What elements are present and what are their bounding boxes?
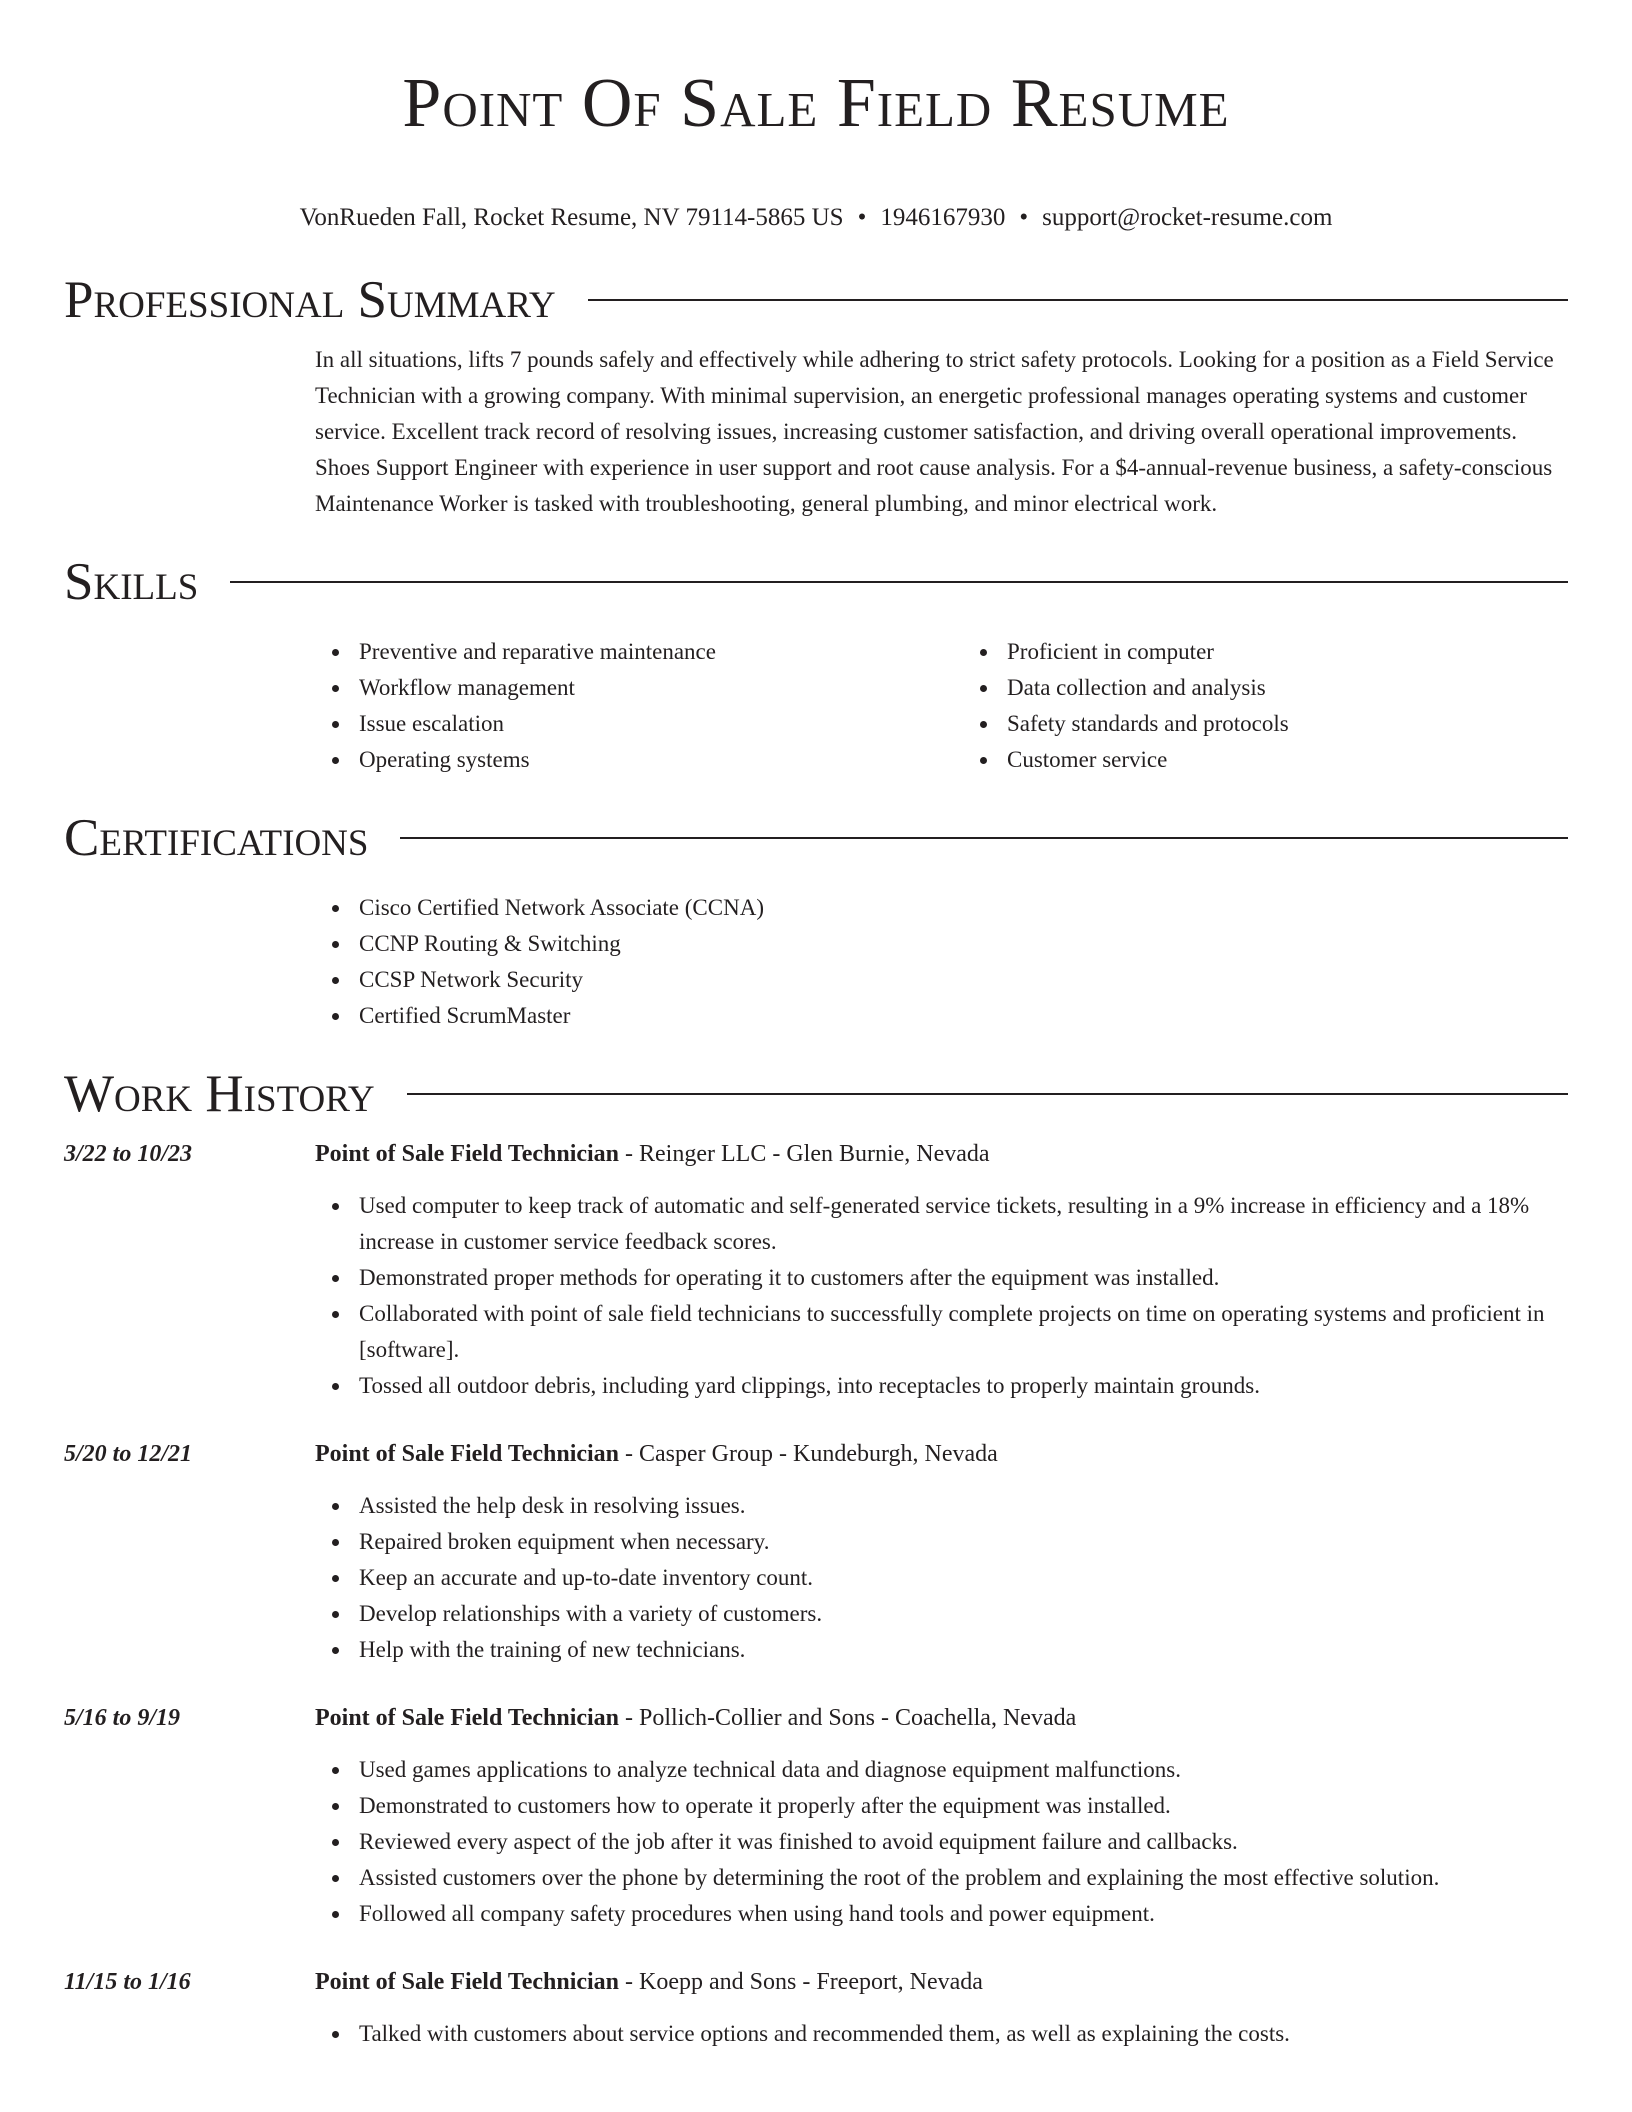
job-details: - Casper Group - Kundeburgh, Nevada [619, 1441, 998, 1467]
job-title: Point of Sale Field Technician [315, 1441, 620, 1467]
contact-email: support@rocket-resume.com [1042, 204, 1333, 231]
job-details: - Pollich-Collier and Sons - Coachella, Nevada [619, 1705, 1077, 1731]
job-header [64, 1436, 1568, 1472]
job-heading-text [315, 1964, 983, 2000]
section-divider [407, 1093, 1568, 1095]
skills-section [64, 552, 1568, 778]
job-bullet: Collaborated with point of sale field technicians to successfully complete projects on time on operating systems and proficient in [software]. [359, 1296, 1568, 1368]
job-bullet: Used games applications to analyze technical data and diagnose equipment malfunctions. [359, 1752, 1568, 1788]
skills-body [315, 634, 1568, 778]
skills-title: Skills [64, 553, 199, 611]
summary-section [64, 270, 1568, 522]
certification-item: CCNP Routing & Switching [359, 926, 1568, 962]
job-details: - Reinger LLC - Glen Burnie, Nevada [619, 1141, 990, 1167]
job-entry [64, 1964, 1568, 2052]
contact-address: VonRueden Fall, Rocket Resume, NV 79114-5865 US [299, 204, 844, 231]
skills-columns [315, 634, 1568, 778]
section-divider [588, 299, 1568, 301]
job-bullets [315, 2016, 1568, 2052]
skills-list-right [963, 634, 1568, 778]
certification-item: Cisco Certified Network Associate (CCNA) [359, 890, 1568, 926]
skill-item: Preventive and reparative maintenance [359, 634, 920, 670]
skill-item: Workflow management [359, 670, 920, 706]
section-divider [230, 581, 1568, 583]
skills-heading [64, 552, 1568, 612]
certifications-title: Certifications [64, 809, 369, 867]
skill-item: Proficient in computer [1007, 634, 1568, 670]
job-title: Point of Sale Field Technician [315, 1705, 620, 1731]
section-divider [400, 837, 1568, 839]
job-header [64, 1700, 1568, 1736]
job-heading-text [315, 1700, 1076, 1736]
certification-item: Certified ScrumMaster [359, 998, 1568, 1034]
job-header [64, 1136, 1568, 1172]
skill-item: Operating systems [359, 742, 920, 778]
job-entry [64, 1136, 1568, 1404]
job-dates: 3/22 to 10/23 [64, 1141, 193, 1167]
job-bullet: Demonstrated to customers how to operate it properly after the equipment was installed. [359, 1788, 1568, 1824]
job-bullets [315, 1488, 1568, 1668]
resume-page [64, 0, 1568, 2052]
job-bullet: Assisted the help desk in resolving issues. [359, 1488, 1568, 1524]
job-bullet: Tossed all outdoor debris, including yard clippings, into receptacles to properly maintain grounds. [359, 1368, 1568, 1404]
job-bullet: Develop relationships with a variety of customers. [359, 1596, 1568, 1632]
job-bullet: Demonstrated proper methods for operating it to customers after the equipment was installed. [359, 1260, 1568, 1296]
summary-body [315, 342, 1568, 522]
job-title: Point of Sale Field Technician [315, 1969, 620, 1995]
resume-title: Point Of Sale Field Resume [402, 65, 1230, 142]
job-bullet: Talked with customers about service options and recommended them, as well as explaining the costs. [359, 2016, 1568, 2052]
job-bullet: Followed all company safety procedures when using hand tools and power equipment. [359, 1896, 1568, 1932]
certifications-body [315, 890, 1568, 1034]
work-heading [64, 1064, 1568, 1124]
job-dates: 11/15 to 1/16 [64, 1969, 191, 1995]
certifications-heading [64, 808, 1568, 868]
job-bullet: Help with the training of new technicians. [359, 1632, 1568, 1668]
job-heading-text [315, 1436, 998, 1472]
skill-item: Safety standards and protocols [1007, 706, 1568, 742]
job-bullets [315, 1188, 1568, 1404]
contact-line [64, 202, 1568, 234]
job-entry [64, 1436, 1568, 1668]
job-dates: 5/20 to 12/21 [64, 1441, 193, 1467]
job-entry [64, 1700, 1568, 1932]
skill-item: Data collection and analysis [1007, 670, 1568, 706]
job-bullet: Reviewed every aspect of the job after it was finished to avoid equipment failure and callbacks. [359, 1824, 1568, 1860]
certifications-section [64, 808, 1568, 1034]
skill-item: Customer service [1007, 742, 1568, 778]
job-bullet: Keep an accurate and up-to-date inventory count. [359, 1560, 1568, 1596]
work-title: Work History [64, 1065, 375, 1123]
job-bullets [315, 1752, 1568, 1932]
skill-item: Issue escalation [359, 706, 920, 742]
job-bullet: Repaired broken equipment when necessary. [359, 1524, 1568, 1560]
certifications-list [315, 890, 1568, 1034]
contact-phone: 1946167930 [880, 204, 1006, 231]
job-dates: 5/16 to 9/19 [64, 1705, 181, 1731]
job-header [64, 1964, 1568, 2000]
contact-separator: • [1019, 204, 1029, 231]
summary-title: Professional Summary [64, 271, 556, 329]
summary-heading [64, 270, 1568, 330]
job-title: Point of Sale Field Technician [315, 1141, 620, 1167]
summary-text: In all situations, lifts 7 pounds safely and effectively while adhering to strict safety protocols. Looking for a position as a Field Service Technician with a growing company. With minimal supervision, an energetic professional manages operating systems and customer service. Excellent track record of resolving issues, increasing customer satisfaction, and driving overall operational improvements. Shoes Support Engineer with experience in user support and root cause analysis. For a $4-annual-revenue business, a safety-conscious Maintenance Worker is tasked with troubleshooting, general plumbing, and minor electrical work. [315, 347, 1554, 516]
skills-list-left [315, 634, 920, 778]
contact-separator: • [857, 204, 867, 231]
work-section [64, 1064, 1568, 2052]
job-heading-text [315, 1136, 990, 1172]
job-bullet: Assisted customers over the phone by determining the root of the problem and explaining the most effective solution. [359, 1860, 1568, 1896]
job-bullet: Used computer to keep track of automatic and self-generated service tickets, resulting in a 9% increase in efficiency and a 18% increase in customer service feedback scores. [359, 1188, 1568, 1260]
certification-item: CCSP Network Security [359, 962, 1568, 998]
job-details: - Koepp and Sons - Freeport, Nevada [619, 1969, 983, 1995]
